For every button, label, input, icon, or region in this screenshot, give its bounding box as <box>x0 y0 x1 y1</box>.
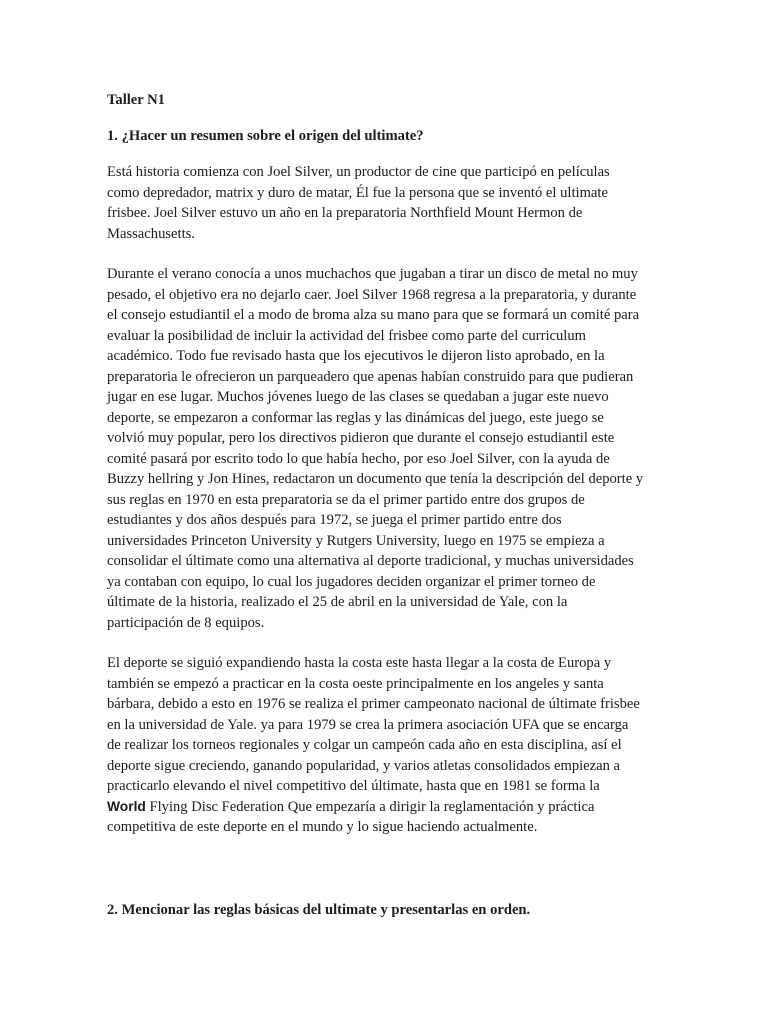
paragraph-line: el consejo estudiantil el a modo de broma alza su mano para que se formará un comité para <box>107 307 640 323</box>
paragraph-line: de realizar los torneos regionales y colgar un campeón cada año en esta disciplina, así el <box>107 737 622 753</box>
document-title: Taller N1 <box>107 92 165 108</box>
paragraph-line: jugar en ese lugar. Muchos jóvenes luego de las clases se quedaban a jugar este nuevo <box>107 389 609 405</box>
paragraph-line: El deporte se siguió expandiendo hasta la costa este hasta llegar a la costa de Europa y <box>107 655 612 671</box>
paragraph-line: participación de 8 equipos. <box>107 614 265 631</box>
paragraph-line: comité pasará por escrito todo lo que había hecho, por eso Joel Silver, con la ayuda de <box>107 450 610 467</box>
paragraph-line: últimate de la historia, realizado el 25 de abril en la universidad de Yale, con la <box>107 594 568 610</box>
paragraph-line: bárbara, debido a esto en 1976 se realiza el primer campeonato nacional de últimate frisbee <box>107 696 640 712</box>
paragraph-line: Está historia comienza con Joel Silver, un productor de cine que participó en películas <box>107 164 610 180</box>
paragraph-line: deporte, se empezaron a conformar las reglas y las dinámicas del juego, este juego se <box>107 409 604 426</box>
paragraph-line: volvió muy popular, pero los directivos pidieron que durante el consejo estudiantil este <box>107 430 615 446</box>
paragraph-line: preparatoria le ofrecieron un parqueadero que apenas habían construido para que pudieran <box>107 368 634 385</box>
paragraph-mixed-line <box>107 797 667 818</box>
paragraph-line: pesado, el objetivo era no dejarlo caer. Joel Silver 1968 regresa a la preparatoria, y durante <box>107 286 637 303</box>
document-body <box>107 90 667 936</box>
emphasized-word: World <box>107 798 146 814</box>
question-1-heading: 1. ¿Hacer un resumen sobre el origen del ultimate? <box>107 127 424 144</box>
paragraph-1 <box>107 162 667 244</box>
paragraph-2 <box>107 264 667 633</box>
paragraph-line: frisbee. Joel Silver estuvo un año en la preparatoria Northfield Mount Hermon de <box>107 205 583 221</box>
paragraph-line: universidades Princeton University y Rutgers University, luego en 1975 se empieza a <box>107 532 605 549</box>
paragraph-line: estudiantes y dos años después para 1972, se juega el primer partido entre dos <box>107 512 562 528</box>
paragraph-line: en la universidad de Yale. ya para 1979 se crea la primera asociación UFA que se encarga <box>107 716 629 733</box>
paragraph-line: competitiva de este deporte en el mundo y lo sigue haciendo actualmente. <box>107 819 538 835</box>
paragraph-line: Durante el verano conocía a unos muchachos que jugaban a tirar un disco de metal no muy <box>107 266 638 282</box>
paragraph-line: evaluar la posibilidad de incluir la actividad del frisbee como parte del curriculum <box>107 327 586 344</box>
paragraph-line: practicarlo elevando el nivel competitivo del últimate, hasta que en 1981 se forma la <box>107 778 600 794</box>
paragraph-line: deporte sigue creciendo, ganando popularidad, y varios atletas consolidados empiezan a <box>107 757 621 774</box>
paragraph-line: consolidar el últimate como una alternativa al deporte tradicional, y muchas universidades <box>107 553 634 569</box>
paragraph-line: Buzzy hellring y Jon Hines, redactaron un documento que tenía la descripción del deporte y <box>107 471 644 487</box>
paragraph-line: ya contaban con equipo, lo cual los jugadores deciden organizar el primer torneo de <box>107 573 596 590</box>
paragraph-line: sus reglas en 1970 en esta preparatoria se da el primer partido entre dos grupos de <box>107 491 585 508</box>
paragraph-line: también se empezó a practicar en la costa oeste principalmente en los angeles y santa <box>107 675 604 692</box>
question-2-heading: 2. Mencionar las reglas básicas del ultimate y presentarlas en orden. <box>107 901 531 918</box>
paragraph-line: académico. Todo fue revisado hasta que los ejecutivos le dijeron listo aprobado, en la <box>107 348 605 364</box>
paragraph-line: Massachusetts. <box>107 225 195 242</box>
paragraph-3 <box>107 653 667 838</box>
paragraph-line: como depredador, matrix y duro de matar, Él fue la persona que se inventó el ultimate <box>107 184 608 201</box>
section-spacer <box>107 858 667 900</box>
mixed-line-rest: Flying Disc Federation Que empezaría a dirigir la reglamentación y práctica <box>145 798 595 815</box>
